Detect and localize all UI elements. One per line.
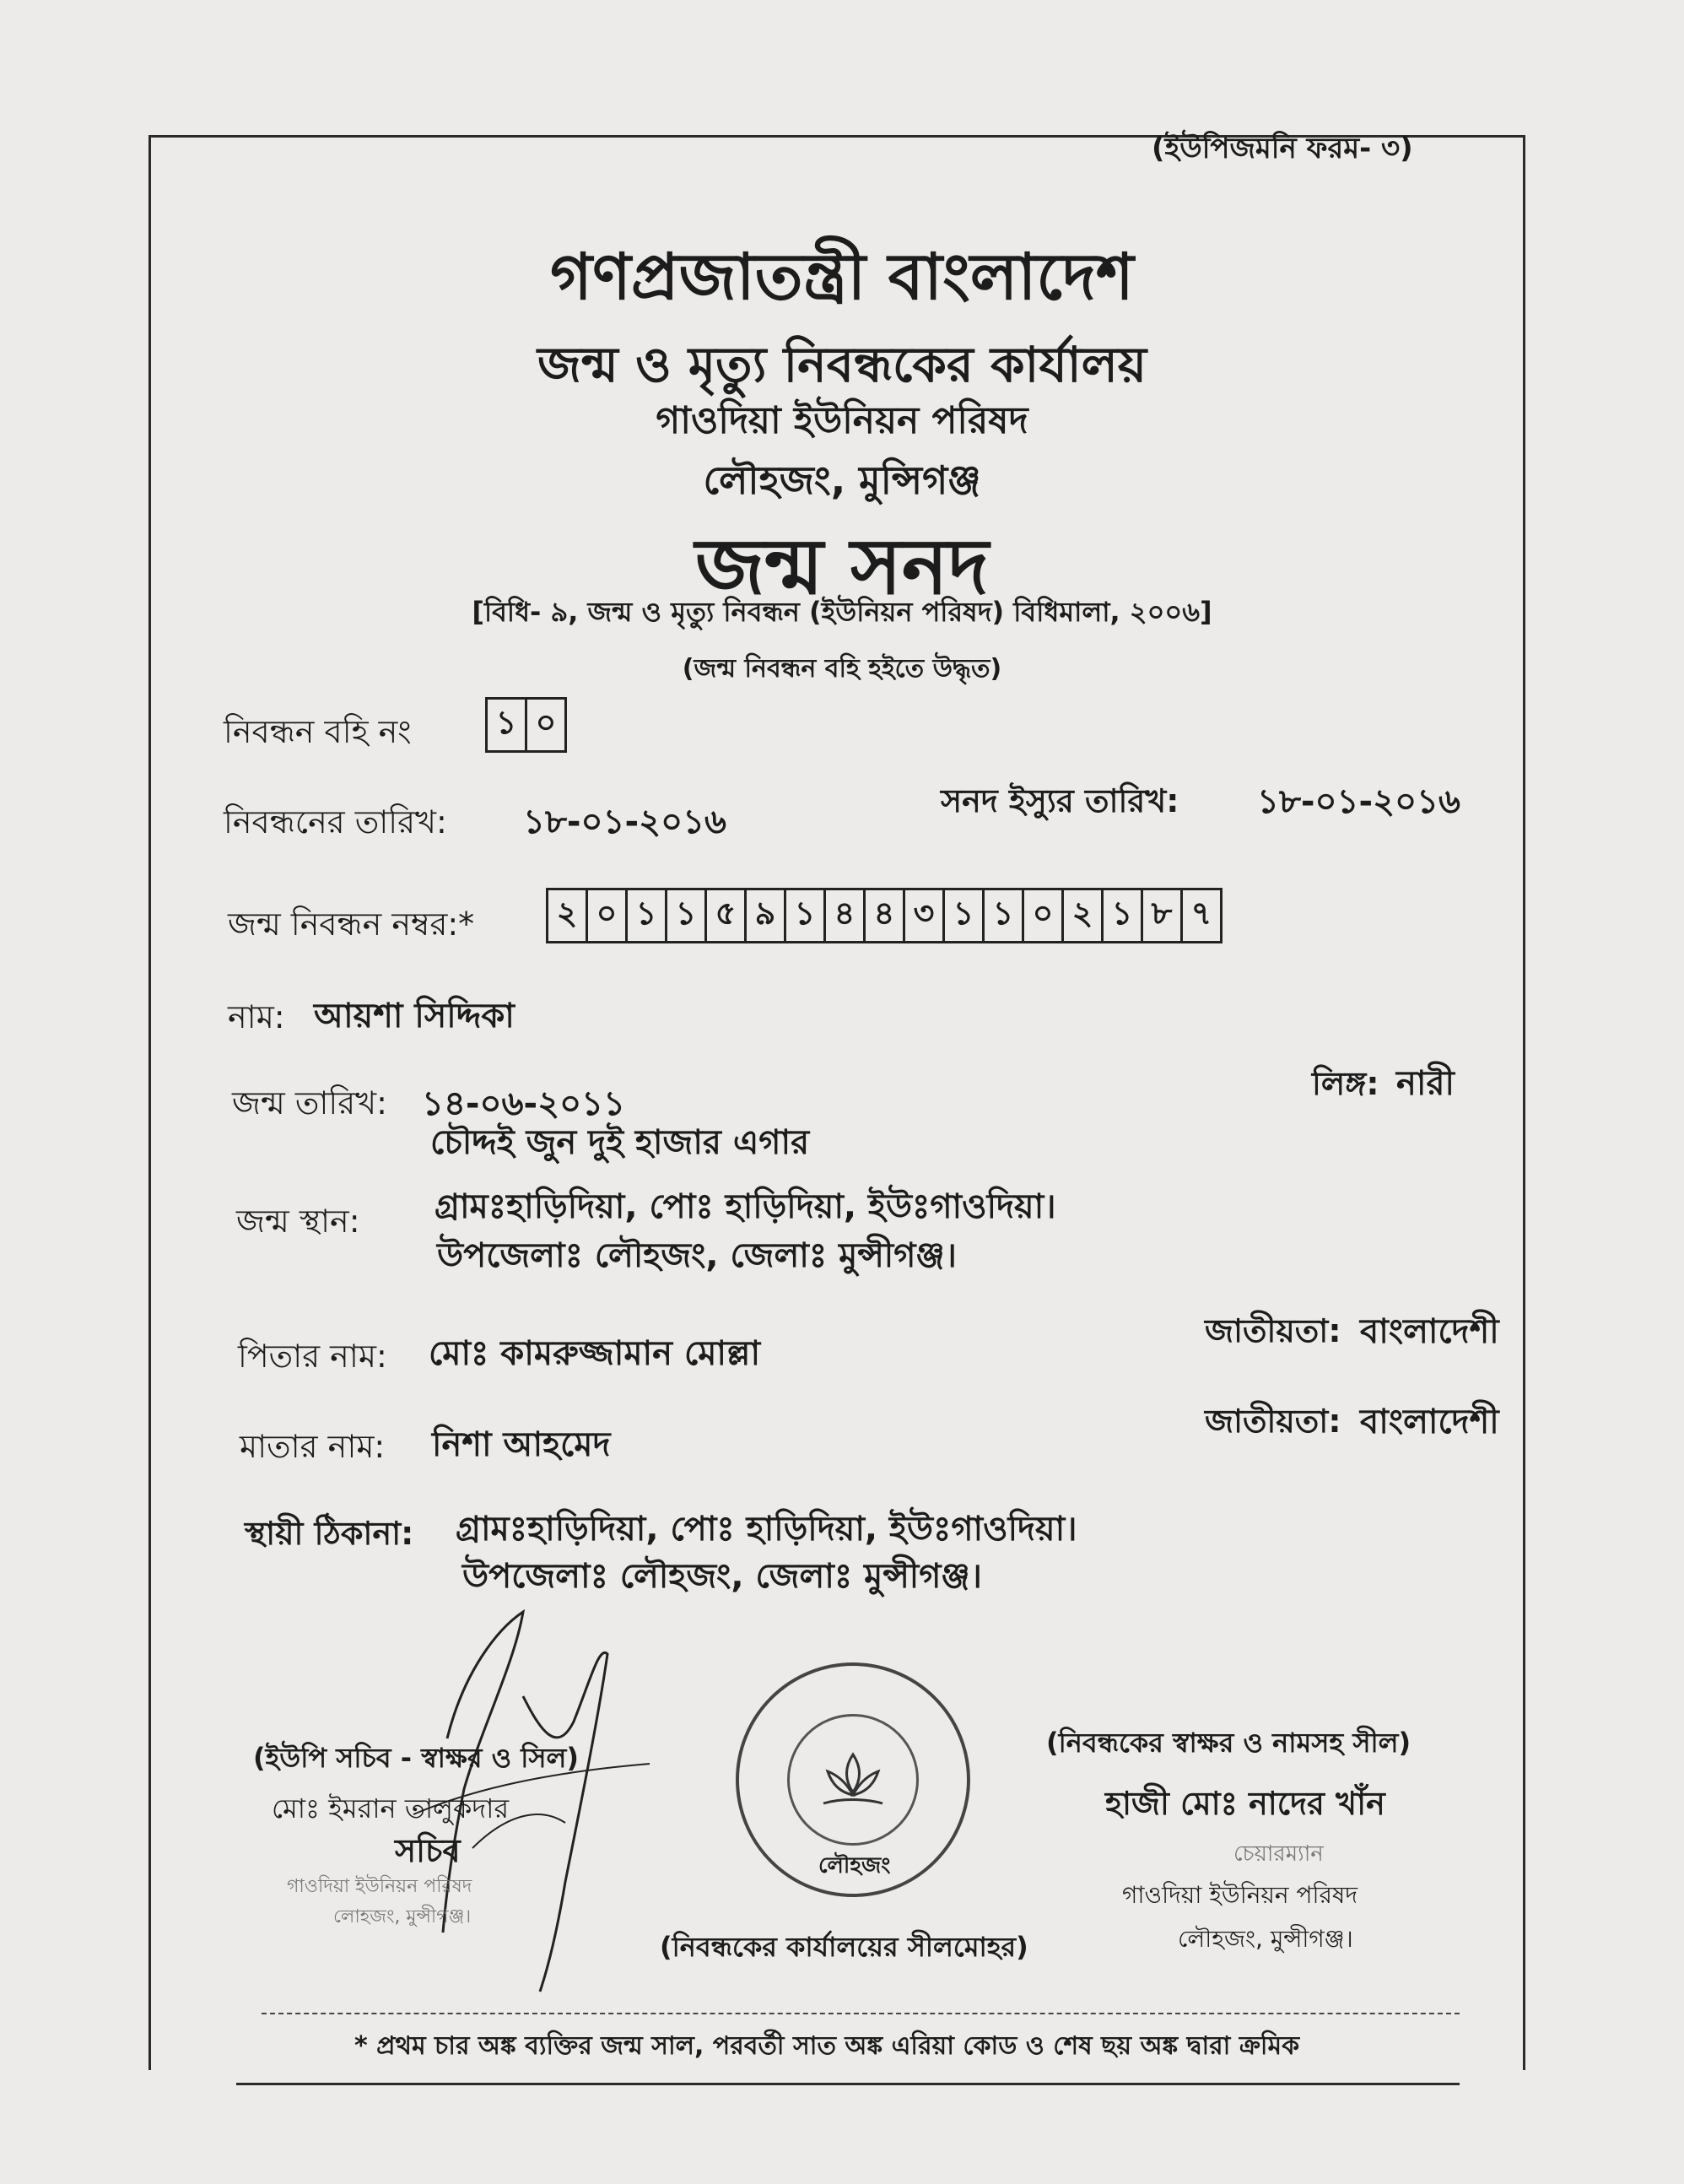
birth-reg-digit: ০ [1022,888,1064,943]
birth-reg-digit: ১ [942,888,985,943]
birth-reg-digit: ১ [784,888,826,943]
birth-reg-digit: ৫ [704,888,747,943]
dob-label: জন্ম তারিখ: [232,1084,387,1122]
issue-date-value: ১৮-০১-২০১৬ [1257,782,1461,821]
book-digit: ০ [525,697,567,753]
mother-nationality-label: জাতীয়তা: [1205,1403,1341,1440]
sex-label: লিঙ্গ: [1312,1065,1379,1102]
extract-note: (জন্ম নিবন্ধন বহি হইতে উদ্ধৃত) [682,654,1002,684]
registrar-place: লৌহজং, মুন্সীগঞ্জ। [1178,1925,1353,1953]
birth-reg-digit: ৯ [744,888,786,943]
lotus-emblem-icon [815,1746,891,1814]
birth-reg-digit: ৭ [1180,888,1223,943]
father-nationality-label: জাতীয়তা: [1205,1312,1341,1349]
father-value: মোঃ কামরুজ্জামান মোল্লা [429,1334,761,1373]
birth-reg-digit: ১ [665,888,707,943]
mother-value: নিশা আহমেদ [432,1425,611,1464]
reg-date-value: ১৮-০১-২০১৬ [523,803,727,841]
birth-reg-digit: ৪ [823,888,866,943]
reg-date-label: নিবন্ধনের তারিখ: [224,803,447,841]
issue-date-label: সনদ ইস্যুর তারিখ: [941,782,1179,819]
registrar-caption: (নিবন্ধকের স্বাক্ষর ও নামসহ সীল) [1046,1727,1411,1759]
rule-reference: [বিধি- ৯, জন্ম ও মৃত্যু নিবন্ধন (ইউনিয়ন পরিষদ) বিধিমালা, ২০০৬] [472,596,1212,628]
birth-reg-digit: ১ [625,888,667,943]
mother-label: মাতার নাম: [240,1428,386,1465]
country-title: গণপ্রজাতন্ত্রী বাংলাদেশ [550,239,1134,314]
bottom-border [236,2083,1460,2085]
book-digit: ১ [485,697,527,753]
name-label: নাম: [228,998,285,1035]
father-nationality-value: বাংলাদেশী [1360,1312,1499,1351]
secretary-org: গাওদিয়া ইউনিয়ন পরিষদ [287,1876,472,1897]
footnote-divider [262,2013,1460,2014]
book-number-label: নিবন্ধন বহি নং [224,713,412,750]
seal-emblem [787,1714,919,1846]
birth-reg-number-boxes [548,888,1223,943]
union-title: গাওদিয়া ইউনিয়ন পরিষদ [656,399,1028,442]
father-label: পিতার নাম: [238,1338,387,1375]
birthplace-label: জন্ম স্থান: [236,1203,360,1240]
birth-reg-digit: ২ [546,888,588,943]
birthplace-line1: গ্রামঃহাড়িদিয়া, পোঃ হাড়িদিয়া, ইউঃগাওদিয়া। [434,1187,1056,1226]
dob-words: চৌদ্দই জুন দুই হাজার এগার [430,1123,810,1162]
book-number-boxes [488,697,567,753]
seal-text: লৌহজং [818,1853,891,1879]
birth-reg-digit: ২ [1061,888,1104,943]
address-label: স্থায়ী ঠিকানা: [245,1515,414,1552]
registrar-name: হাজী মোঃ নাদের খাঁন [1105,1785,1385,1822]
certificate-title: জন্ম সনদ [695,522,989,612]
place-title: লৌহজং, মুন্সিগঞ্জ [703,457,981,503]
birth-reg-digit: ৩ [903,888,945,943]
secretary-title: সচিব [395,1832,461,1869]
registrar-org: গাওদিয়া ইউনিয়ন পরিষদ [1122,1881,1358,1909]
office-title: জন্ম ও মৃত্যু নিবন্ধকের কার্যালয় [537,336,1147,393]
mother-nationality-value: বাংলাদেশী [1360,1403,1499,1441]
birth-reg-digit: ০ [586,888,628,943]
birth-reg-digit: ১ [982,888,1024,943]
seal-caption: (নিবন্ধকের কার্যালয়ের সীলমোহর) [660,1931,1028,1963]
dob-value: ১৪-০৬-২০১১ [422,1084,626,1123]
secretary-place: লোহজং, মুন্সীগঞ্জ। [333,1906,472,1927]
form-number: (ইউপিজমনি ফরম- ৩) [1152,132,1413,165]
secretary-name: মোঃ ইমরান তালুকদার [272,1792,510,1825]
footnote: * প্রথম চার অঙ্ক ব্যক্তির জন্ম সাল, পরবর্তী সাত অঙ্ক এরিয়া কোড ও শেষ ছয় অঙ্ক দ্বারা ক্রমিক [354,2031,1300,2061]
sex-value: নারী [1396,1064,1455,1103]
secretary-caption: (ইউপি সচিব - স্বাক্ষর ও সিল) [253,1742,580,1774]
address-line1: গ্রামঃহাড়িদিয়া, পোঃ হাড়িদিয়া, ইউঃগাওদিয়া। [456,1510,1077,1549]
birth-reg-label: জন্ম নিবন্ধন নম্বর:* [228,905,475,943]
birth-reg-digit: ১ [1101,888,1143,943]
name-value: আয়শা সিদ্দিকা [314,997,515,1035]
birthplace-line2: উপজেলাঃ লৌহজং, জেলাঃ মুন্সীগঞ্জ। [437,1236,957,1275]
address-line2: উপজেলাঃ লৌহজং, জেলাঃ মুন্সীগঞ্জ। [462,1557,982,1596]
birth-reg-digit: ৪ [863,888,905,943]
registrar-title: চেয়ারম্যান [1233,1841,1324,1867]
birth-reg-digit: ৮ [1141,888,1183,943]
